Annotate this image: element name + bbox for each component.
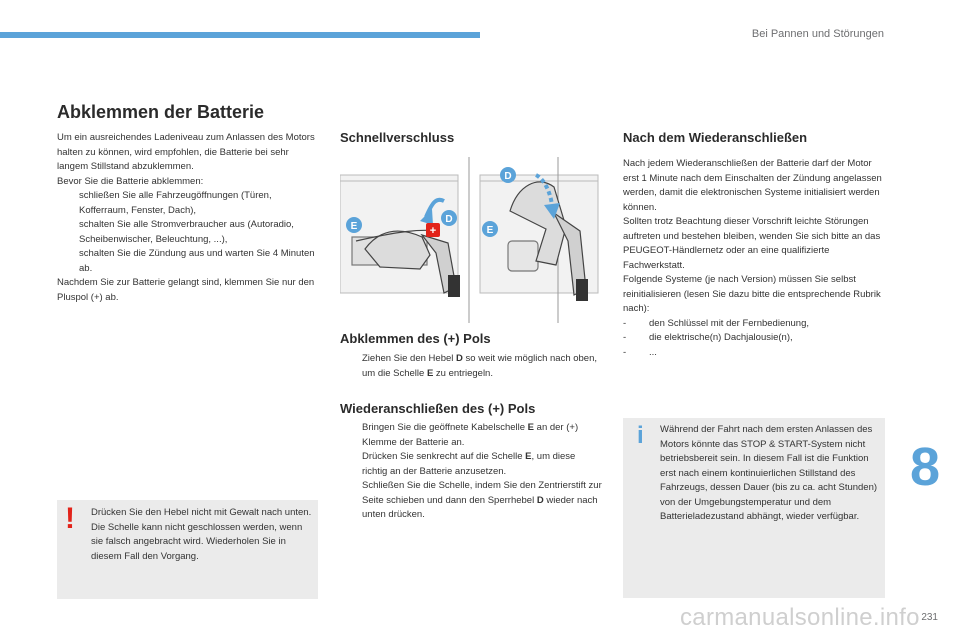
intro-paragraph-2: Bevor Sie die Batterie abklemmen: [57, 175, 204, 187]
list-item: schließen Sie alle Fahrzeugöffnungen (Türen, Kofferraum, Fenster, Dach), [79, 190, 272, 216]
list-item: - ... [623, 346, 657, 358]
reconnect-heading: Wiederanschließen des (+) Pols [340, 401, 536, 416]
callout-e-label: E [486, 225, 494, 236]
quick-release-heading: Schnellverschluss [340, 130, 455, 145]
warning-text: Drücken Sie den Hebel nicht mit Gewalt nach unten. Die Schelle kann nicht geschlossen werden, wenn sie falsch angebracht wird. Wiederholen Sie in diesem Fall den Vorgang. [91, 507, 312, 562]
list-item: - den Schlüssel mit der Fernbedienung, [623, 317, 810, 329]
chapter-number: 8 [909, 437, 940, 497]
after-reconnect-heading: Nach dem Wiederanschließen [623, 130, 808, 145]
list-item: Schließen Sie die Schelle, indem Sie den Zentrierstift zur Seite schieben und dann den Sperrhebel D wieder nach unten drücken. [362, 480, 602, 520]
after-paragraph-2: Sollten trotz Beachtung dieser Vorschrift leichte Störungen auftreten und bestehen bleiben, wenden Sie sich bitte an das PEUGEOT-Händlernetz oder an eine qualifizierte Fachwerkstatt. [623, 216, 881, 271]
page-title: Abklemmen der Batterie [57, 102, 265, 122]
page-number: 231 [921, 612, 938, 623]
intro-text [57, 131, 319, 305]
info-box [623, 418, 885, 598]
after-reconnect-text [623, 157, 885, 360]
list-item: schalten Sie alle Stromverbraucher aus (Autoradio, Scheibenwischer, Beleuchtung, ...), [79, 219, 294, 245]
list-item: Drücken Sie senkrecht auf die Schelle E, um diese richtig an der Batterie anzusetzen. [362, 451, 576, 477]
callout-d-label: D [504, 171, 512, 182]
after-paragraph-3: Folgende Systeme (je nach Version) müssen Sie selbst reinitialisieren (lesen Sie dazu bitte die entsprechende Rubrik nach): [623, 274, 881, 314]
list-item: schalten Sie die Zündung aus und warten Sie 4 Minuten ab. [79, 248, 315, 274]
header-accent-bar [0, 32, 480, 38]
section-header-title: Bei Pannen und Störungen [751, 28, 884, 40]
intro-paragraph-1: Um ein ausreichendes Ladeniveau zum Anlassen des Motors halten zu können, wird empfohlen, die Batterie bei sehr langem Stillstand abzuklemmen. [57, 132, 315, 172]
after-paragraph-1: Nach jedem Wiederanschließen der Batterie darf der Motor erst 1 Minute nach dem Einschalten der Zündung angelassen werden, damit die elektronischen Systeme initialisiert werden können. [623, 158, 882, 213]
list-item: Bringen Sie die geöffnete Kabelschelle E an der (+) Klemme der Batterie an. [362, 422, 579, 448]
disconnect-heading: Abklemmen des (+) Pols [340, 331, 491, 346]
info-text: Während der Fahrt nach dem ersten Anlassen des Motors könnte das STOP & START-System nicht betriebsbereit sein. In diesem Fall ist die Funktion erst nach einem kontinuierlichen Stillstand des Fahrzeugs, dessen Dauer (bis zu ca. acht Stunden) von der Umgebungstemperatur und dem Batterieladezustand abhängt, wieder verfügbar. [660, 424, 878, 522]
warning-icon: ! [65, 502, 75, 535]
list-item: Ziehen Sie den Hebel D so weit wie möglich nach oben, um die Schelle E zu entriegeln. [362, 353, 598, 379]
warning-box [57, 500, 318, 599]
watermark: carmanualsonline.info [680, 604, 920, 631]
intro-paragraph-3: Nachdem Sie zur Batterie gelangt sind, klemmen Sie nur den Pluspol (+) ab. [57, 277, 315, 303]
info-icon: i [637, 422, 644, 449]
disconnect-steps [340, 352, 602, 381]
reconnect-steps [340, 421, 602, 523]
callout-d-label: D [445, 214, 453, 225]
battery-clamp-illustration [340, 157, 603, 323]
callout-e-label: E [350, 221, 358, 232]
plus-label: + [429, 225, 437, 237]
list-item: - die elektrische(n) Dachjalousie(n), [623, 332, 793, 343]
